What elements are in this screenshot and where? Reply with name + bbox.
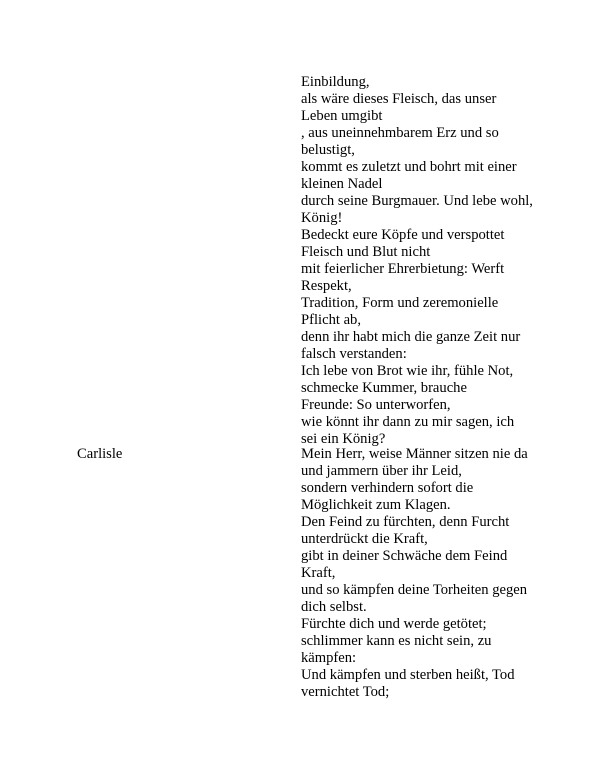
verse-line: und so kämpfen deine Torheiten gegen dich selbst. [301, 582, 528, 615]
speaker-name: Carlisle [77, 446, 123, 462]
verse-line: denn ihr habt mich die ganze Zeit nur falsch verstanden: [301, 329, 521, 362]
verse-line: , aus uneinnehmbarem Erz und so belustigt, [301, 125, 499, 158]
verse-line: durch seine Burgmauer. Und lebe wohl, König! [301, 193, 533, 226]
verse-line: sondern verhindern sofort die Möglichkeit zum Klagen. [301, 480, 474, 513]
verse-line: Bedeckt eure Köpfe und verspottet Fleisch und Blut nicht [301, 227, 505, 260]
verse-line: Freunde: So unterworfen, [301, 397, 451, 413]
verse-line: gibt in deiner Schwäche dem Feind Kraft, [301, 548, 508, 581]
verse-line: mit feierlicher Ehrerbietung: Werft Respekt, [301, 261, 505, 294]
verse-line: Fürchte dich und werde getötet; schlimmer kann es nicht sein, zu kämpfen: [301, 616, 492, 666]
verse-line: Einbildung, [301, 74, 370, 90]
verse-line: wie könnt ihr dann zu mir sagen, ich sei ein König? [301, 414, 515, 447]
verse-line: Tradition, Form und zeremonielle Pflicht ab, [301, 295, 499, 328]
speech-lines [301, 74, 533, 448]
verse-line: als wäre dieses Fleisch, das unser Leben umgibt [301, 91, 497, 124]
verse-line: Und kämpfen und sterben heißt, Tod vernichtet Tod; [301, 667, 515, 700]
speech-lines [301, 446, 533, 701]
verse-line: kommt es zuletzt und bohrt mit einer kleinen Nadel [301, 159, 517, 192]
verse-line: Ich lebe von Brot wie ihr, fühle Not, schmecke Kummer, brauche [301, 363, 514, 396]
verse-line: Mein Herr, weise Männer sitzen nie da und jammern über ihr Leid, [301, 446, 528, 479]
verse-line: Den Feind zu fürchten, denn Furcht unterdrückt die Kraft, [301, 514, 510, 547]
